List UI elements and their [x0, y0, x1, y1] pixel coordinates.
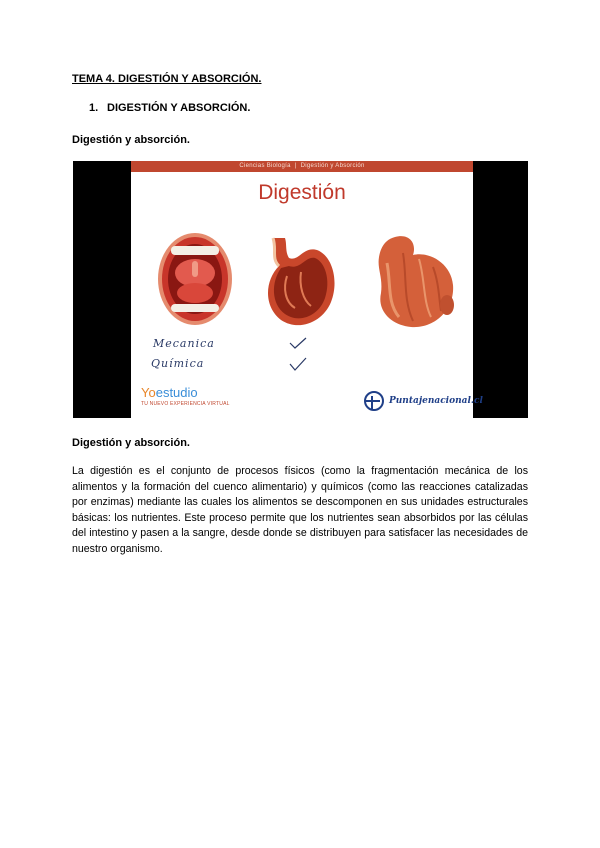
handwritten-quimica: Química [151, 357, 205, 370]
subheading-text: Digestión y absorción. [72, 437, 190, 449]
puntajenacional-logo-text: Puntajenacional.cl [389, 396, 483, 406]
logo-yo-text: Yo [141, 385, 156, 400]
checkmark-icon [289, 337, 307, 349]
slide-topic-bar: Ciencias Biología | Digestión y Absorción [131, 161, 473, 172]
checkmark-icon [289, 357, 307, 371]
slide-bar-subject: Ciencias Biología [239, 163, 291, 169]
mouth-illustration [156, 231, 234, 327]
puntajenacional-logo [363, 390, 483, 412]
logo-estudio-text: estudio [155, 385, 198, 400]
section-number: 1. [89, 102, 99, 114]
body-paragraph: La digestión es el conjunto de procesos físicos (como la fragmentación mecánica de los alimentos y la formación del cuenco alimentario) y químicos (como las reacciones catalizadas por enzimas) mediante las cuales los alimentos se descomponen en sus unidades estructurales básicas: los nutrientes. Este proceso permite que los nutrientes sean absorbidos por las células del intestino y pasen a la sangre, desde donde se distribuyen para satisfacer las necesidades de nuestro organismo. [72, 465, 528, 555]
section-heading [89, 102, 250, 114]
handwritten-mecanica: Mecanica [153, 337, 215, 350]
subheading-video: Digestión y absorción. [72, 134, 190, 146]
stomach-section-illustration [259, 236, 341, 331]
puntajenacional-logo-icon [363, 390, 385, 412]
document-title: TEMA 4. DIGESTIÓN Y ABSORCIÓN. [72, 73, 262, 85]
yoestudio-logo [141, 385, 230, 407]
logo-tagline: TU NUEVO EXPERIENCIA VIRTUAL [141, 401, 230, 407]
section-heading-text: DIGESTIÓN Y ABSORCIÓN. [107, 102, 251, 114]
video-slide[interactable] [131, 161, 483, 418]
slide-bar-topic: Digestión y Absorción [300, 163, 365, 169]
stomach-illustration [369, 233, 457, 333]
slide-title: Digestión [258, 181, 346, 204]
